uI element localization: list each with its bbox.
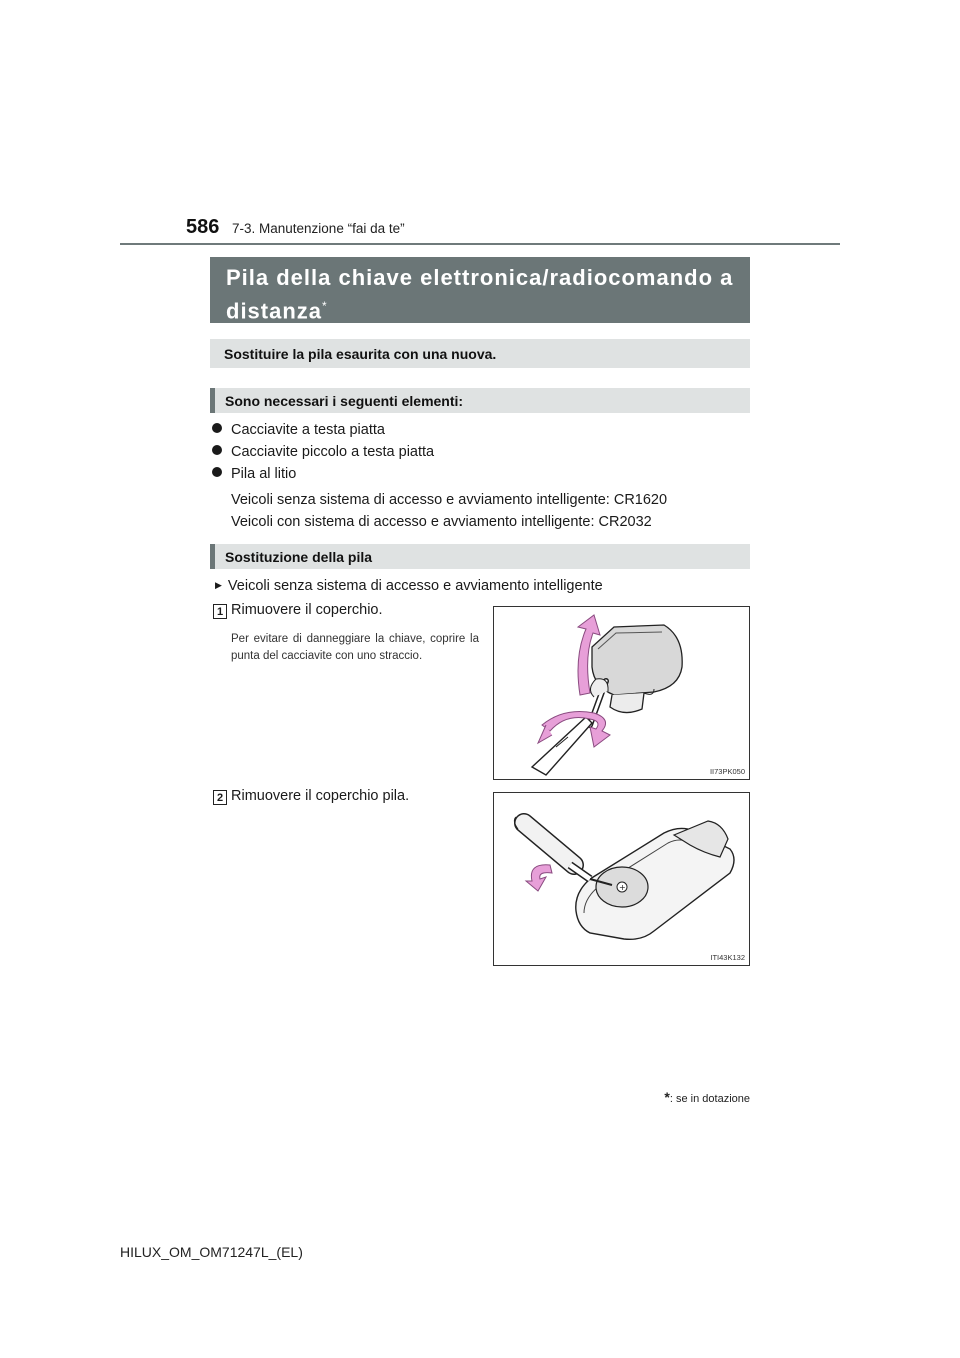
bullet-icon <box>212 423 222 433</box>
list-item-text: Cacciavite piccolo a testa piatta <box>231 444 435 460</box>
figure-remove-cover <box>493 606 750 780</box>
figure-code: ITI43K132 <box>710 953 745 962</box>
step-text: Rimuovere il coperchio pila. <box>231 788 410 804</box>
asterisk-icon: * <box>664 1089 670 1105</box>
list-item <box>212 444 434 460</box>
bullet-icon <box>212 445 222 455</box>
list-item <box>212 422 385 438</box>
section-title-box <box>210 257 750 323</box>
figure-remove-battery-cover <box>493 792 750 966</box>
page-number: 586 <box>186 216 220 238</box>
list-item <box>212 466 296 482</box>
variant-label <box>215 578 603 594</box>
replacement-heading: Sostituzione della pila <box>210 544 750 569</box>
bullet-icon <box>212 467 222 477</box>
asterisk-marker: * <box>322 299 328 313</box>
step-text: Rimuovere il coperchio. <box>231 602 383 618</box>
figure-code: II73PK050 <box>709 767 745 776</box>
items-needed-heading: Sono necessari i seguenti elementi: <box>210 388 750 413</box>
battery-cover-removal-illustration <box>494 793 749 965</box>
footnote-text: : se in dotazione <box>669 1093 750 1105</box>
header-divider <box>120 243 840 245</box>
variant-label-text: Veicoli senza sistema di accesso e avviamento intelligente <box>227 578 603 594</box>
step-note: Per evitare di danneggiare la chiave, coprire la punta del cacciavite con uno straccio. <box>231 633 479 662</box>
section-title-text: Pila della chiave elettronica/radiocomando a distanza <box>226 265 734 324</box>
list-item-text: Cacciavite a testa piatta <box>231 422 385 438</box>
svg-text:+: + <box>619 883 626 892</box>
battery-note: Veicoli con sistema di accesso e avviamento intelligente: CR2032 <box>231 514 652 530</box>
document-id: HILUX_OM_OM71247L_(EL) <box>120 1244 303 1260</box>
footnote <box>664 1089 750 1105</box>
step-number: 1 <box>213 604 227 619</box>
list-item-text: Pila al litio <box>231 466 297 482</box>
triangle-icon: ▶ <box>215 580 222 590</box>
step-number: 2 <box>213 790 227 805</box>
section-breadcrumb: 7-3. Manutenzione “fai da te” <box>232 221 405 236</box>
section-title <box>226 263 741 325</box>
key-cover-removal-illustration <box>494 607 749 779</box>
intro-bar: Sostituire la pila esaurita con una nuova. <box>210 339 750 368</box>
battery-note: Veicoli senza sistema di accesso e avviamento intelligente: CR1620 <box>231 492 668 508</box>
